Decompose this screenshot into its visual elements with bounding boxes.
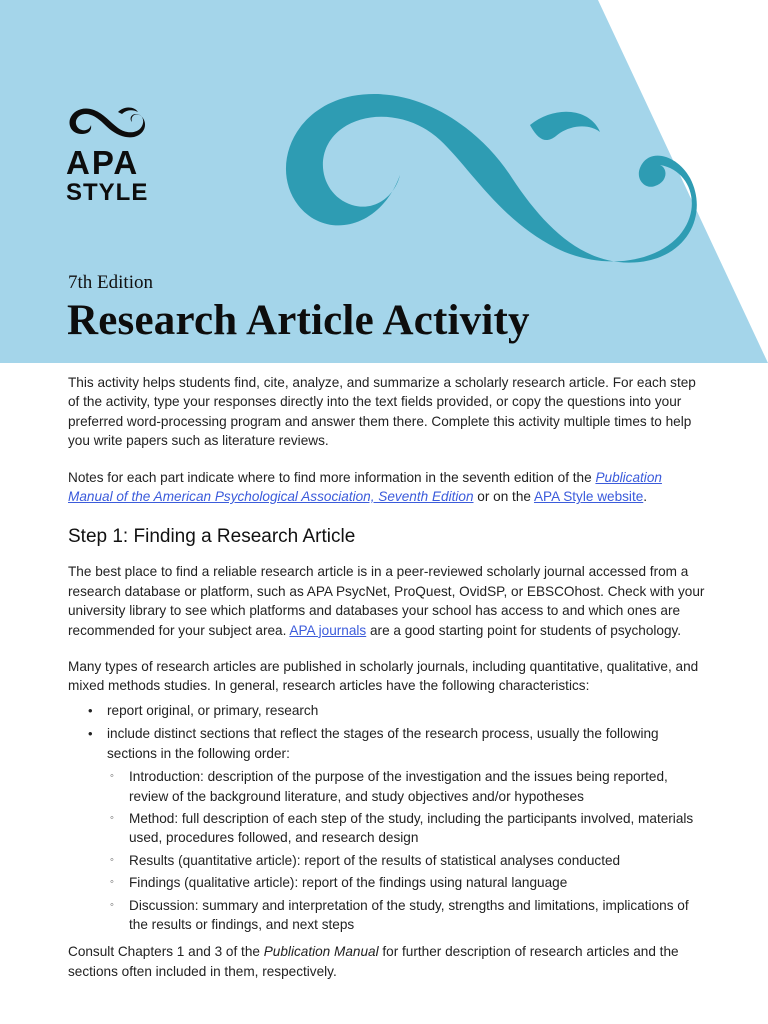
apa-swirl-mark-icon <box>66 104 150 138</box>
logo-apa-text: APA <box>66 144 140 181</box>
apa-style-website-link[interactable]: APA Style website <box>533 489 644 505</box>
notes-text-before: Notes for each part indicate where to find more information in the seventh edition of the <box>68 469 596 485</box>
apa-style-logo <box>66 104 158 206</box>
page-title: Research Article Activity <box>67 297 530 344</box>
sublist-item-text: Results (quantitative article): report of the results of statistical analyses conducted <box>129 852 621 868</box>
list-item-text: include distinct sections that reflect the stages of the research process, usually the following sections in the following order: <box>107 726 659 761</box>
step1-paragraph-1 <box>68 562 708 640</box>
sublist-item-text: Method: full description of each step of the study, including the participants involved, materials used, procedures followed, and research design <box>129 810 694 846</box>
document-body <box>68 373 708 998</box>
intro-paragraph: This activity helps students find, cite, analyze, and summarize a scholarly research article. For each step of the activity, type your responses directly into the text fields provided, or copy the questions into your preferred word-processing program and answer them there. Complete this activity multiple times to help you write papers such as literature reviews. <box>68 375 696 449</box>
sublist-item <box>110 873 708 892</box>
step1-paragraph-2: Many types of research articles are published in scholarly journals, including quantitative, qualitative, and mixed methods studies. In general, research articles have the following characteristics: <box>68 659 699 694</box>
sublist-item-text: Introduction: description of the purpose of the investigation and the issues being reported, review of the background literature, and study objectives and/or hypotheses <box>129 769 668 804</box>
list-item <box>88 724 708 934</box>
step1-para1-text: The best place to find a reliable research article is in a peer-reviewed scholarly journal accessed from a research database or platform, such as APA PsycNet, ProQuest, OvidSP, or EBSCOhost. Check with your university library to see which platforms and databases your school has access to and which ones are recommended for your subject area. <box>68 564 705 638</box>
sublist-item-text: Findings (qualitative article): report of the findings using natural language <box>129 875 568 891</box>
notes-text-after: . <box>643 489 648 505</box>
list-item-text: report original, or primary, research <box>107 702 319 718</box>
list-item <box>88 701 708 720</box>
sublist-item <box>110 809 708 848</box>
logo-style-text: STYLE <box>66 179 149 206</box>
notes-text-middle: or on the <box>473 489 534 505</box>
consult-text-before: Consult Chapters 1 and 3 of the <box>68 944 264 960</box>
sublist-item <box>110 851 708 870</box>
step1-para1-text-after: are a good starting point for students of psychology. <box>366 622 682 638</box>
sublist-item <box>110 767 708 806</box>
publication-manual-link[interactable]: Publication Manual of the American Psychological Association, Seventh Edition <box>68 469 662 505</box>
sections-sublist <box>107 767 708 934</box>
consult-text-after: for further description of research articles and the sections often included in them, respectively. <box>68 944 679 979</box>
edition-label: 7th Edition <box>68 272 153 293</box>
sublist-item-text: Discussion: summary and interpretation of the study, strengths and limitations, implications of the results or findings, and next steps <box>129 897 689 932</box>
apa-journals-link[interactable]: APA journals <box>289 622 367 638</box>
characteristics-list <box>68 701 708 934</box>
notes-paragraph <box>68 468 708 507</box>
consult-paragraph <box>68 942 708 981</box>
sublist-item <box>110 896 708 935</box>
step1-heading: Step 1: Finding a Research Article <box>68 526 356 548</box>
consult-manual-title: Publication Manual <box>263 944 379 960</box>
